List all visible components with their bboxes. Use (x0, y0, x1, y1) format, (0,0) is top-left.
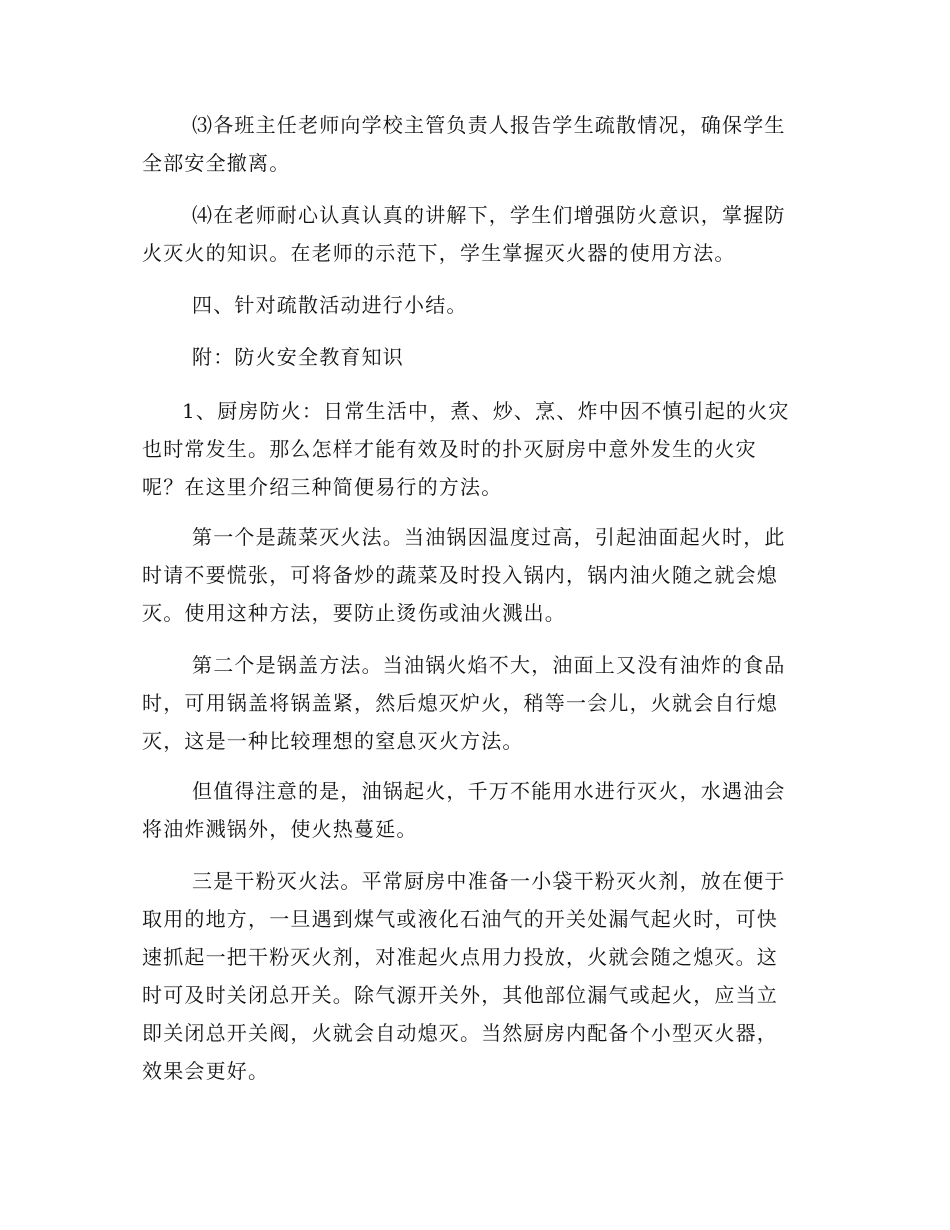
text-line: 也时常发生。那么怎样才能有效及时的扑灭厨房中意外发生的火灾 (142, 437, 757, 461)
text-line: ⑷在老师耐心认真认真的讲解下，学生们增强防火意识，掌握防 (192, 203, 786, 227)
text-line: 时，可用锅盖将锅盖紧，然后熄灭炉火，稍等一会儿，火就会自行熄 (142, 691, 778, 715)
appendix-heading (142, 338, 812, 376)
text-line: 呢？在这里介绍三种简便易行的方法。 (142, 475, 503, 499)
text-line: 四、针对疏散活动进行小结。 (192, 293, 468, 317)
text-line: 但值得注意的是，油锅起火，千万不能用水进行灭火，水遇油会 (192, 779, 786, 803)
paragraph-method-lid (142, 646, 812, 760)
text-line: 时请不要慌张，可将备炒的蔬菜及时投入锅内，锅内油火随之就会熄 (142, 563, 778, 587)
paragraph-method-powder (142, 862, 812, 1090)
paragraph-item-3 (142, 106, 812, 182)
text-line: 时可及时关闭总开关。除气源开关外，其他部位漏气或起火，应当立 (142, 983, 778, 1007)
section-heading-summary (142, 286, 812, 324)
paragraph-kitchen-fire (142, 392, 812, 506)
text-line: 全部安全撤离。 (142, 151, 291, 175)
text-line: 1、厨房防火：日常生活中，煮、炒、烹、炸中因不慎引起的火灾 (182, 399, 790, 423)
text-line: 取用的地方，一旦遇到煤气或液化石油气的开关处漏气起火时，可快 (142, 907, 778, 931)
paragraph-warning-note (142, 772, 812, 848)
text-line: 灭。使用这种方法，要防止烫伤或油火溅出。 (142, 601, 566, 625)
text-line: 即关闭总开关阀，火就会自动熄灭。当然厨房内配备个小型灭火器， (142, 1021, 778, 1045)
text-line: 三是干粉灭火法。平常厨房中准备一小袋干粉灭火剂，放在便于 (192, 869, 786, 893)
text-line: 效果会更好。 (142, 1059, 270, 1083)
paragraph-item-4 (142, 196, 812, 272)
paragraph-method-vegetable (142, 518, 812, 632)
text-line: 第二个是锅盖方法。当油锅火焰不大，油面上又没有油炸的食品 (192, 653, 786, 677)
text-line: 速抓起一把干粉灭火剂，对准起火点用力投放，火就会随之熄灭。这 (142, 945, 778, 969)
text-line: 将油炸溅锅外，使火热蔓延。 (142, 817, 418, 841)
text-line: 火灭火的知识。在老师的示范下，学生掌握灭火器的使用方法。 (142, 241, 736, 265)
text-line: 附：防火安全教育知识 (192, 345, 404, 369)
text-line: 第一个是蔬菜灭火法。当油锅因温度过高，引起油面起火时，此 (192, 525, 786, 549)
text-line: ⑶各班主任老师向学校主管负责人报告学生疏散情况，确保学生 (192, 113, 786, 137)
text-line: 灭，这是一种比较理想的窒息灭火方法。 (142, 729, 524, 753)
